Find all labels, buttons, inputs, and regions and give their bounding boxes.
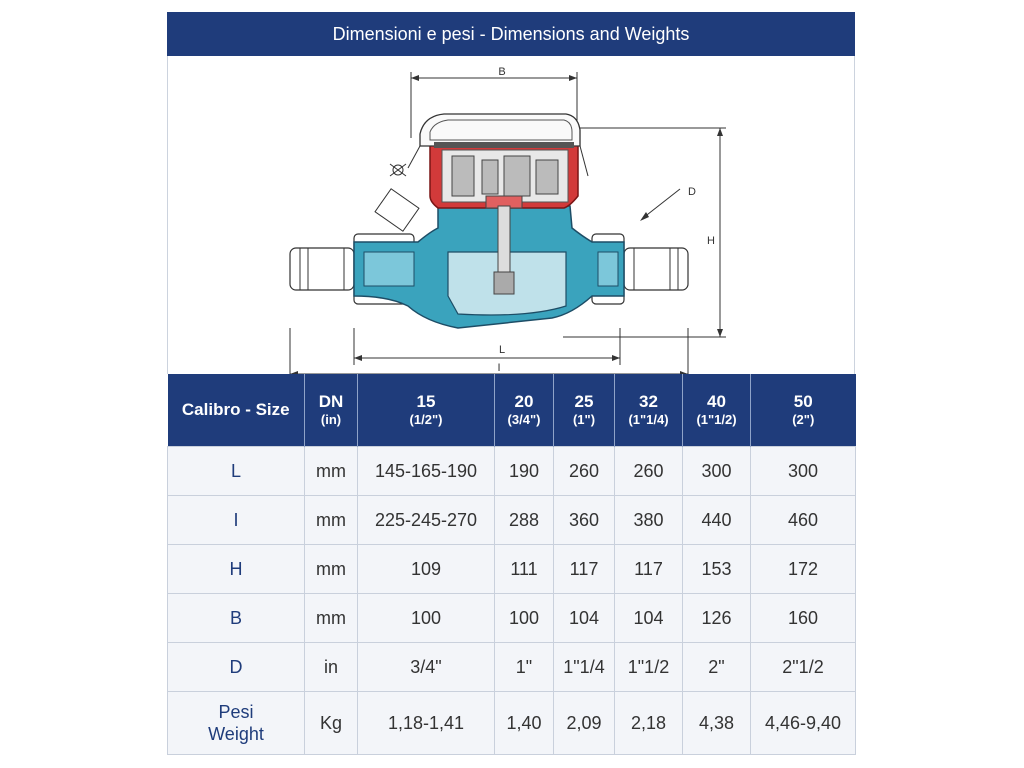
size-inch: (2"): [792, 412, 815, 427]
table-cell: 100: [495, 594, 554, 643]
dimensions-sheet: [167, 12, 855, 760]
table-cell: 380: [615, 496, 683, 545]
table-cell: 260: [615, 447, 683, 496]
register-lid: [420, 114, 580, 146]
table-cell: 111: [495, 545, 554, 594]
header-size-50: [751, 374, 856, 447]
header-dn-unit: (in): [320, 412, 342, 427]
table-header-row: [168, 374, 856, 447]
table-cell: 300: [751, 447, 856, 496]
table-cell: 225-245-270: [358, 496, 495, 545]
size-dn: 50: [793, 392, 813, 411]
table-row: [168, 545, 856, 594]
size-dn: 25: [574, 392, 594, 411]
table-cell: 2": [683, 643, 751, 692]
table-cell: 190: [495, 447, 554, 496]
row-unit: mm: [305, 545, 358, 594]
table-cell: 260: [554, 447, 615, 496]
table-cell: 1"1/2: [615, 643, 683, 692]
dimensions-table: [167, 374, 856, 755]
size-inch: (1"): [572, 412, 596, 427]
table-cell: 1": [495, 643, 554, 692]
table-cell: 3/4": [358, 643, 495, 692]
table-cell: 172: [751, 545, 856, 594]
table-row-weight: [168, 692, 856, 755]
table-cell: 145-165-190: [358, 447, 495, 496]
table-cell: 4,38: [683, 692, 751, 755]
table-cell: 4,46-9,40: [751, 692, 856, 755]
row-unit: Kg: [305, 692, 358, 755]
row-unit: in: [305, 643, 358, 692]
table-cell: 1,18-1,41: [358, 692, 495, 755]
header-size-label: Calibro - Size: [168, 374, 305, 447]
table-cell: 126: [683, 594, 751, 643]
row-label-weight: [168, 692, 305, 755]
d-pointer-line: [643, 189, 680, 218]
table-cell: 2"1/2: [751, 643, 856, 692]
table-cell: 100: [358, 594, 495, 643]
row-label: B: [168, 594, 305, 643]
header-size-25: [554, 374, 615, 447]
header-size-32: [615, 374, 683, 447]
table-cell: 153: [683, 545, 751, 594]
table-cell: 117: [554, 545, 615, 594]
table-cell: 104: [615, 594, 683, 643]
size-dn: 40: [707, 392, 726, 411]
row-unit: mm: [305, 447, 358, 496]
header-size-15: [358, 374, 495, 447]
size-inch: (1"1/4): [628, 412, 669, 427]
table-row: [168, 496, 856, 545]
table-cell: 160: [751, 594, 856, 643]
lid-glass: [434, 142, 574, 148]
table-cell: 300: [683, 447, 751, 496]
header-size-40: [683, 374, 751, 447]
sheet-title: Dimensioni e pesi - Dimensions and Weights: [167, 12, 855, 56]
label-d: D: [688, 186, 696, 198]
table-cell: 1,40: [495, 692, 554, 755]
row-label: I: [168, 496, 305, 545]
filter-port: [375, 164, 419, 231]
table-row: [168, 643, 856, 692]
table-cell: 2,18: [615, 692, 683, 755]
size-dn: 20: [514, 392, 534, 411]
table-cell: 460: [751, 496, 856, 545]
table-cell: 104: [554, 594, 615, 643]
header-dn-label: DN: [318, 392, 344, 411]
table-row: [168, 447, 856, 496]
row-label: L: [168, 447, 305, 496]
table-cell: 2,09: [554, 692, 615, 755]
table-cell: 440: [683, 496, 751, 545]
header-dn: [305, 374, 358, 447]
label-i: I: [497, 362, 501, 374]
table-cell: 360: [554, 496, 615, 545]
meter-cross-section: [168, 56, 856, 374]
water-meter-drawing: [167, 56, 855, 374]
size-inch: (1"1/2): [696, 412, 737, 427]
row-label: D: [168, 643, 305, 692]
label-h: H: [707, 235, 715, 247]
row-unit: mm: [305, 594, 358, 643]
label-l: L: [498, 344, 506, 356]
row-unit: mm: [305, 496, 358, 545]
size-inch: (3/4"): [507, 412, 541, 427]
size-inch: (1/2"): [409, 412, 443, 427]
label-b: B: [498, 66, 506, 78]
table-cell: 1"1/4: [554, 643, 615, 692]
table-cell: 288: [495, 496, 554, 545]
weight-label-it: Pesi: [218, 702, 254, 722]
table-cell: 109: [358, 545, 495, 594]
size-dn: 15: [416, 392, 436, 411]
header-size-20: [495, 374, 554, 447]
row-label: H: [168, 545, 305, 594]
size-dn: 32: [639, 392, 658, 411]
table-row: [168, 594, 856, 643]
table-cell: 117: [615, 545, 683, 594]
weight-label-en: Weight: [208, 724, 264, 744]
